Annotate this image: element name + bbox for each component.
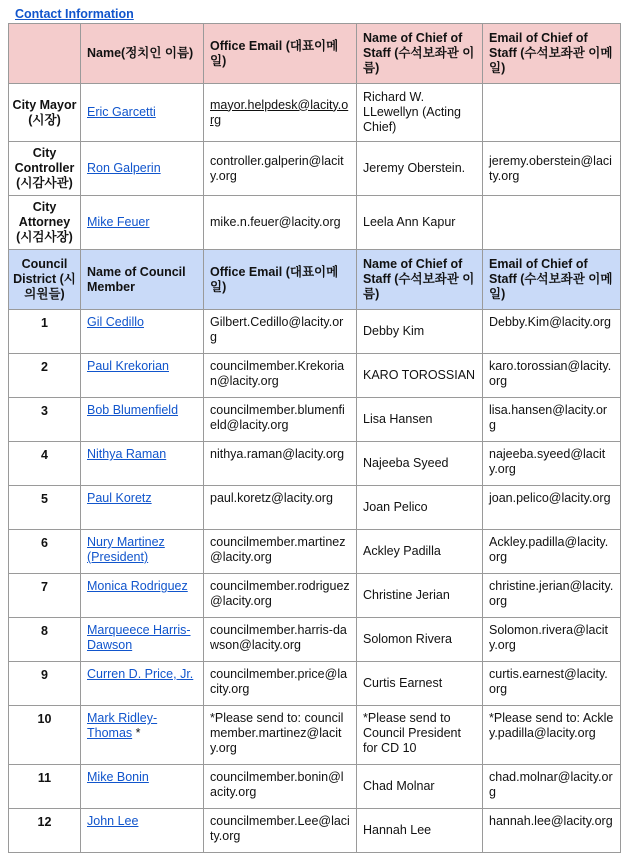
office-email[interactable]: mayor.helpdesk@lacity.org bbox=[210, 97, 349, 127]
name-suffix: * bbox=[135, 726, 141, 740]
cos-name: Curtis Earnest bbox=[357, 662, 483, 706]
cos-email bbox=[483, 84, 621, 142]
cos-name: Debby Kim bbox=[357, 310, 483, 354]
cos-name: Christine Jerian bbox=[357, 574, 483, 618]
council-member-link[interactable]: John Lee bbox=[87, 814, 139, 828]
district-number: 11 bbox=[9, 765, 81, 809]
cos-name: KARO TOROSSIAN bbox=[357, 354, 483, 398]
role-label: City Mayor (시장) bbox=[9, 84, 81, 142]
official-name-cell bbox=[81, 142, 204, 196]
district-number: 1 bbox=[9, 310, 81, 354]
council-member-link[interactable]: Marqueece Harris-Dawson bbox=[87, 623, 191, 652]
council-row bbox=[9, 442, 621, 486]
district-number: 12 bbox=[9, 809, 81, 853]
council-member-name-cell bbox=[81, 706, 204, 765]
council-row bbox=[9, 530, 621, 574]
cos-name: Solomon Rivera bbox=[357, 618, 483, 662]
council-member-link[interactable]: Paul Krekorian bbox=[87, 359, 169, 373]
council-member-link[interactable]: Mike Bonin bbox=[87, 770, 149, 784]
header-cos-email: Email of Chief of Staff (수석보좌관 이메일) bbox=[483, 24, 621, 84]
district-number: 3 bbox=[9, 398, 81, 442]
council-row bbox=[9, 398, 621, 442]
council-member-link[interactable]: Nury Martinez (President) bbox=[87, 535, 165, 564]
cos-email: lisa.hansen@lacity.org bbox=[483, 398, 621, 442]
header-cos-name: Name of Chief of Staff (수석보좌관 이름) bbox=[357, 250, 483, 310]
district-number: 9 bbox=[9, 662, 81, 706]
office-email: councilmember.bonin@lacity.org bbox=[204, 765, 357, 809]
office-email: controller.galperin@lacity.org bbox=[204, 142, 357, 196]
council-member-link[interactable]: Monica Rodriguez bbox=[87, 579, 188, 593]
council-member-link[interactable]: Nithya Raman bbox=[87, 447, 167, 461]
council-member-link[interactable]: Mark Ridley-Thomas bbox=[87, 711, 158, 740]
council-member-link[interactable]: Gil Cedillo bbox=[87, 315, 144, 329]
cos-name: Richard W. LLewellyn (Acting Chief) bbox=[357, 84, 483, 142]
cos-name: Jeremy Oberstein. bbox=[357, 142, 483, 196]
council-member-name-cell bbox=[81, 486, 204, 530]
council-member-name-cell bbox=[81, 310, 204, 354]
office-email: councilmember.harris-dawson@lacity.org bbox=[204, 618, 357, 662]
header-blank-cell bbox=[9, 24, 81, 84]
council-row bbox=[9, 809, 621, 853]
council-header-row bbox=[9, 250, 621, 310]
official-row-controller bbox=[9, 142, 621, 196]
cos-email: Solomon.rivera@lacity.org bbox=[483, 618, 621, 662]
official-name-link[interactable]: Mike Feuer bbox=[87, 215, 150, 229]
council-row bbox=[9, 618, 621, 662]
doc-title: Contact Information bbox=[15, 7, 134, 21]
council-member-name-cell bbox=[81, 398, 204, 442]
official-name-link[interactable]: Eric Garcetti bbox=[87, 105, 156, 119]
cos-email: christine.jerian@lacity.org bbox=[483, 574, 621, 618]
office-email: nithya.raman@lacity.org bbox=[204, 442, 357, 486]
cos-email: Debby.Kim@lacity.org bbox=[483, 310, 621, 354]
cos-email: curtis.earnest@lacity.org bbox=[483, 662, 621, 706]
cos-email: hannah.lee@lacity.org bbox=[483, 809, 621, 853]
council-member-name-cell bbox=[81, 662, 204, 706]
council-member-name-cell bbox=[81, 618, 204, 662]
cos-name: *Please send to Council President for CD 10 bbox=[357, 706, 483, 765]
header-cos-name: Name of Chief of Staff (수석보좌관 이름) bbox=[357, 24, 483, 84]
council-member-name-cell bbox=[81, 809, 204, 853]
official-name-cell bbox=[81, 84, 204, 142]
header-name: Name(정치인 이름) bbox=[81, 24, 204, 84]
official-name-cell bbox=[81, 196, 204, 250]
council-row bbox=[9, 310, 621, 354]
office-email: councilmember.martinez@lacity.org bbox=[204, 530, 357, 574]
cos-name: Lisa Hansen bbox=[357, 398, 483, 442]
council-row bbox=[9, 662, 621, 706]
cos-name: Najeeba Syeed bbox=[357, 442, 483, 486]
council-member-link[interactable]: Bob Blumenfield bbox=[87, 403, 179, 417]
cos-email: Ackley.padilla@lacity.org bbox=[483, 530, 621, 574]
district-number: 5 bbox=[9, 486, 81, 530]
cos-email bbox=[483, 196, 621, 250]
council-row bbox=[9, 706, 621, 765]
council-row bbox=[9, 765, 621, 809]
district-number: 6 bbox=[9, 530, 81, 574]
office-email: councilmember.price@lacity.org bbox=[204, 662, 357, 706]
cos-email: chad.molnar@lacity.org bbox=[483, 765, 621, 809]
header-office-email: Office Email (대표이메일) bbox=[204, 24, 357, 84]
header-council-name: Name of Council Member bbox=[81, 250, 204, 310]
council-row bbox=[9, 486, 621, 530]
cos-email: najeeba.syeed@lacity.org bbox=[483, 442, 621, 486]
office-email: paul.koretz@lacity.org bbox=[204, 486, 357, 530]
official-row-mayor bbox=[9, 84, 621, 142]
header-office-email: Office Email (대표이메일) bbox=[204, 250, 357, 310]
cos-name: Leela Ann Kapur bbox=[357, 196, 483, 250]
council-member-name-cell bbox=[81, 442, 204, 486]
office-email: councilmember.Krekorian@lacity.org bbox=[204, 354, 357, 398]
council-member-link[interactable]: Paul Koretz bbox=[87, 491, 152, 505]
role-label: City Attorney (시검사장) bbox=[9, 196, 81, 250]
district-number: 4 bbox=[9, 442, 81, 486]
cos-name: Ackley Padilla bbox=[357, 530, 483, 574]
cos-name: Hannah Lee bbox=[357, 809, 483, 853]
council-member-name-cell bbox=[81, 765, 204, 809]
council-member-link[interactable]: Curren D. Price, Jr. bbox=[87, 667, 194, 681]
role-label: City Controller (시감사관) bbox=[9, 142, 81, 196]
cos-email: joan.pelico@lacity.org bbox=[483, 486, 621, 530]
header-district: Council District (시의원들) bbox=[9, 250, 81, 310]
official-name-link[interactable]: Ron Galperin bbox=[87, 161, 161, 175]
district-number: 2 bbox=[9, 354, 81, 398]
office-email: councilmember.Lee@lacity.org bbox=[204, 809, 357, 853]
officials-header-row bbox=[9, 24, 621, 84]
district-number: 7 bbox=[9, 574, 81, 618]
office-email: councilmember.rodriguez@lacity.org bbox=[204, 574, 357, 618]
office-email: Gilbert.Cedillo@lacity.org bbox=[204, 310, 357, 354]
council-member-name-cell bbox=[81, 354, 204, 398]
cos-email: jeremy.oberstein@lacity.org bbox=[483, 142, 621, 196]
office-email-cell bbox=[204, 84, 357, 142]
cos-name: Chad Molnar bbox=[357, 765, 483, 809]
council-row bbox=[9, 354, 621, 398]
district-number: 8 bbox=[9, 618, 81, 662]
cos-email: *Please send to: Ackley.padilla@lacity.org bbox=[483, 706, 621, 765]
council-row bbox=[9, 574, 621, 618]
cos-name: Joan Pelico bbox=[357, 486, 483, 530]
official-row-attorney bbox=[9, 196, 621, 250]
office-email: *Please send to: councilmember.martinez@lacity.org bbox=[204, 706, 357, 765]
office-email: mike.n.feuer@lacity.org bbox=[204, 196, 357, 250]
cos-email: karo.torossian@lacity.org bbox=[483, 354, 621, 398]
council-member-name-cell bbox=[81, 530, 204, 574]
council-member-name-cell bbox=[81, 574, 204, 618]
office-email: councilmember.blumenfield@lacity.org bbox=[204, 398, 357, 442]
district-number: 10 bbox=[9, 706, 81, 765]
header-cos-email: Email of Chief of Staff (수석보좌관 이메일) bbox=[483, 250, 621, 310]
contact-table bbox=[8, 23, 621, 853]
